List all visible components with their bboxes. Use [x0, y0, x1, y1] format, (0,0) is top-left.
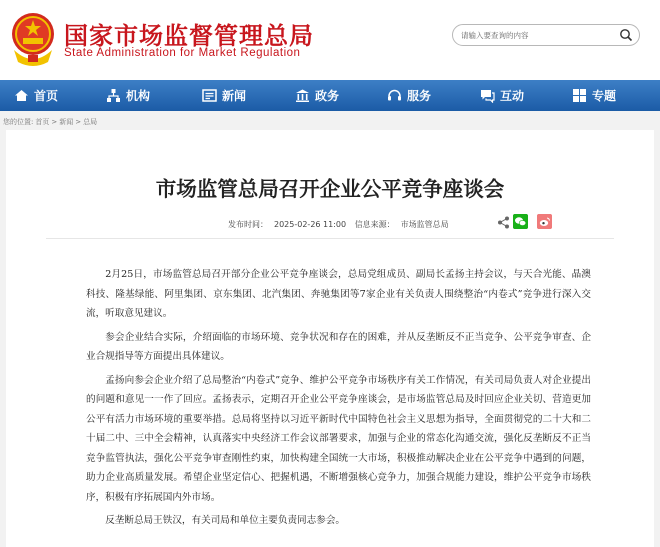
article-paragraph: 参会企业结合实际，介绍面临的市场环境、竞争状况和存在的困难，并从反垄断反不正当竞争、公平竞争审查、企业合规指导等方面提出具体建议。 — [86, 331, 591, 362]
nav-item-topic[interactable] — [572, 80, 616, 111]
government-icon — [295, 88, 310, 103]
breadcrumb-item-bureau[interactable]: 总局 — [83, 118, 98, 126]
nav-item-government[interactable] — [295, 80, 339, 111]
article-paragraph: 2月25日，市场监管总局召开部分企业公平竞争座谈会，总局党组成员、副局长孟扬主持会议，与天合光能、晶澳科技、隆基绿能、阿里集团、京东集团、北汽集团、奔驰集团等7家企业有关负责人围绕整治“内卷式”竞争进行深入交流，听取意见建议。 — [86, 269, 591, 319]
source-label: 信息来源： — [354, 220, 395, 229]
publish-time: 2025-02-26 11:00 — [274, 220, 347, 229]
nav-label: 专题 — [592, 89, 617, 103]
share-icon[interactable] — [497, 216, 510, 229]
site-title[interactable]: 国家市场监督管理总局 — [64, 22, 314, 50]
article-meta — [228, 219, 455, 230]
breadcrumb-sep: > — [75, 118, 82, 126]
main-nav — [0, 80, 660, 111]
source-value: 市场监管总局 — [400, 220, 449, 229]
publish-label: 发布时间： — [228, 220, 268, 229]
article-paragraph: 孟扬向参会企业介绍了总局整治“内卷式”竞争、维护公平竞争市场秩序有关工作情况，有关司局负责人对企业提出的问题和意见一一作了回应。孟扬表示，定期召开企业公平竞争座谈会，是市场监管总局及时回应企业关切、营造更加公平有活力市场环境的重要举措。总局将坚持以习近平新时代中国特色社会主义思想为指导，全面贯彻党的二十大和二十届二中、三中全会精神，认真落实中央经济工作会议部署要求，加强与企业的常态化沟通交流，强化反垄断反不正当竞争监管执法，强化公平竞争审查刚性约束，加快构建全国统一大市场，积极推动解决企业在公平竞争中遇到的问题，助力企业高质量发展。希望企业坚定信心、把握机遇，不断增强核心竞争力，加强合规能力建设，维护公平竞争市场秩序，积极有序拓展国内外市场。 — [86, 374, 591, 503]
interaction-icon — [480, 88, 495, 103]
nav-label: 新闻 — [222, 89, 247, 103]
breadcrumb-item-news[interactable]: 新闻 — [59, 118, 74, 126]
service-icon — [387, 88, 402, 103]
home-icon — [14, 88, 29, 103]
article-body — [86, 265, 591, 535]
divider — [46, 238, 614, 239]
nav-item-service[interactable] — [387, 80, 431, 111]
nav-label: 互动 — [500, 89, 525, 103]
article-title: 市场监管总局召开企业公平竞争座谈会 — [155, 177, 505, 201]
weibo-icon[interactable] — [537, 214, 552, 229]
nav-label: 政务 — [315, 89, 340, 103]
search-icon[interactable] — [619, 28, 633, 42]
news-icon — [202, 88, 217, 103]
breadcrumb-item-home[interactable]: 首页 — [35, 118, 50, 126]
nav-item-interaction[interactable] — [480, 80, 524, 111]
topic-icon — [572, 88, 587, 103]
nav-label: 机构 — [126, 89, 151, 103]
article-card — [6, 130, 654, 547]
search-input[interactable] — [461, 28, 611, 43]
breadcrumb — [3, 117, 99, 127]
wechat-icon[interactable] — [513, 214, 528, 229]
org-icon — [106, 88, 121, 103]
nav-label: 服务 — [407, 89, 432, 103]
article-paragraph: 反垄断总局王铁汉，有关司局和单位主要负责同志参会。 — [105, 515, 346, 526]
search-box — [452, 24, 640, 46]
nav-item-org[interactable] — [106, 80, 150, 111]
breadcrumb-prefix: 您的位置: — [3, 118, 34, 126]
site-header — [0, 0, 660, 80]
breadcrumb-sep: > — [51, 118, 58, 126]
nav-item-home[interactable] — [14, 80, 58, 111]
nav-label: 首页 — [34, 89, 59, 103]
site-subtitle: State Administration for Market Regulation — [64, 47, 301, 59]
nav-item-news[interactable] — [202, 80, 246, 111]
national-emblem-icon[interactable] — [8, 10, 58, 68]
